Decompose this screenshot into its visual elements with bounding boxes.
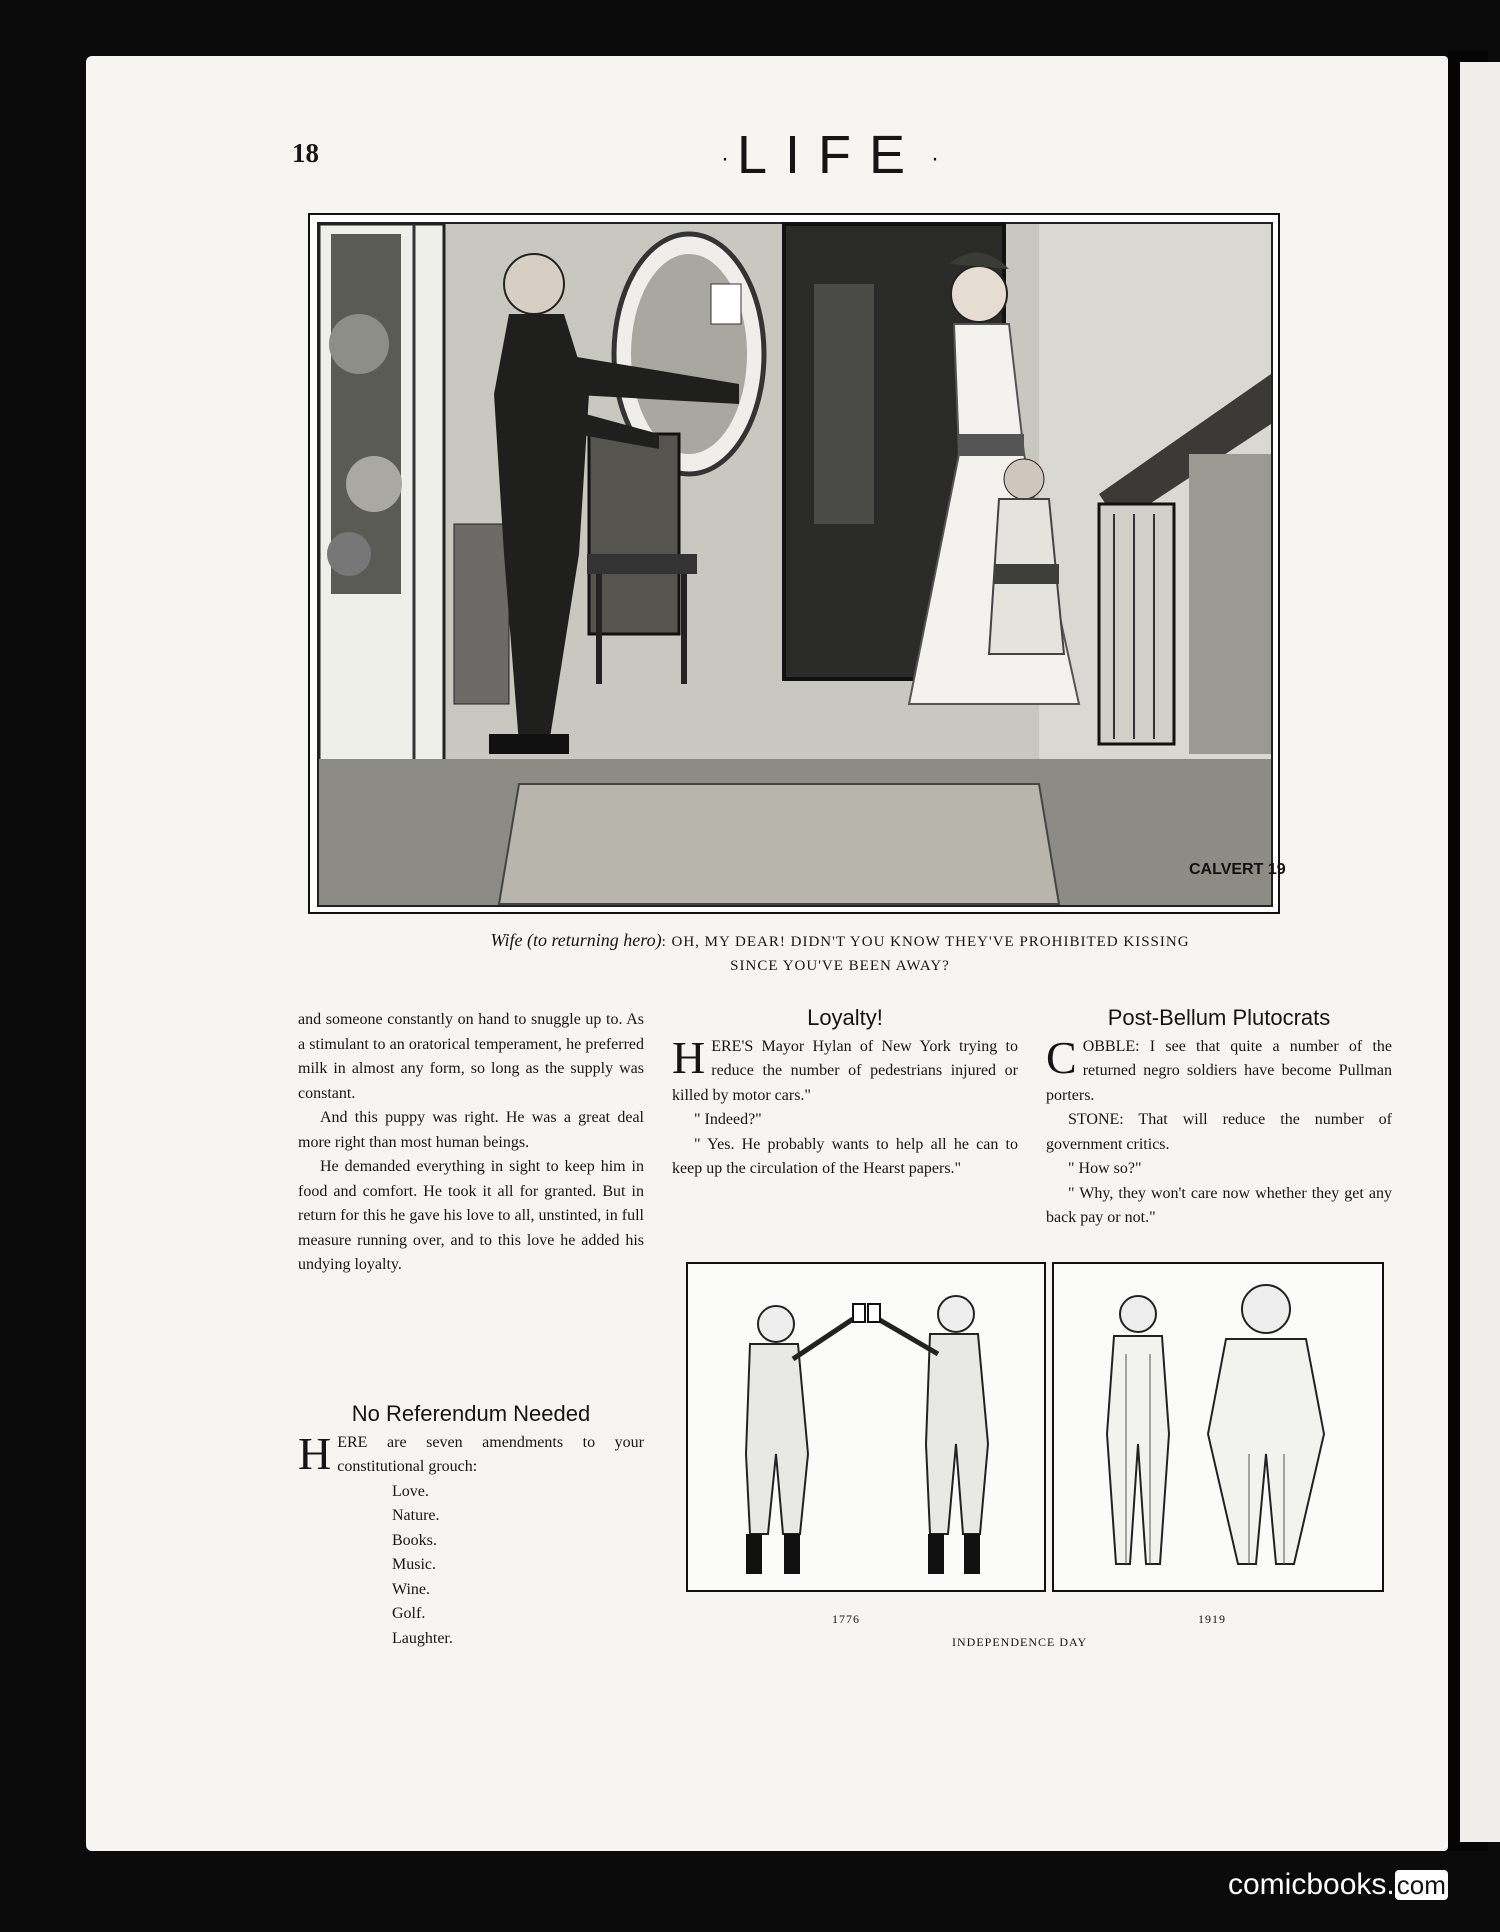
list-item: Golf. [392,1605,426,1622]
site-watermark [1228,1868,1448,1902]
loyalty-paragraph-3: " Yes. He probably wants to help all he can to keep up the circulation of the Hearst papers." [672,1135,1018,1177]
illustration-caption [400,928,1280,978]
referendum-drop-cap: H [298,1427,332,1479]
loyalty-heading: Loyalty! [807,1005,883,1030]
column-story-continued [298,1008,644,1278]
story-paragraph-2: And this puppy was right. He was a great deal more right than most human beings. [298,1109,644,1151]
list-item: Wine. [392,1580,431,1598]
loyalty-paragraph-2: " Indeed?" [694,1111,762,1128]
referendum-lead: ERE are seven amendments to your constitutional grouch: [337,1433,644,1475]
referendum-heading: No Referendum Needed [351,1401,591,1426]
toasting-patriots-drawing [688,1264,1044,1590]
plutocrats-heading: Post-Bellum Plutocrats [1107,1005,1331,1030]
masthead: · LIFE · [720,125,940,185]
returning-hero-drawing [319,224,1286,905]
article-loyalty [672,1006,1018,1182]
masthead-title: LIFE [736,125,924,185]
story-paragraph-3: He demanded everything in sight to keep him in food and comfort. He took it all for granted. But in return for this he gave his love to all, unstinted, in full measure running over, and to this love he added his undying loyalty. [298,1158,644,1273]
list-item: Books. [392,1531,437,1549]
cartoon-title: INDEPENDENCE DAY [952,1635,1088,1649]
list-item: Love. [392,1482,429,1500]
article-no-referendum [298,1402,644,1651]
article-post-bellum [1046,1006,1392,1231]
facing-page-edge [1460,62,1500,1842]
plutocrats-paragraph-4: " Why, they won't care now whether they get any back pay or not." [1046,1184,1392,1226]
plutocrats-drawing [1054,1264,1382,1590]
list-item: Nature. [392,1507,440,1524]
caption-line-2: SINCE YOU'VE BEEN AWAY? [730,958,950,974]
loyalty-paragraph-1: ERE'S Mayor Hylan of New York trying to reduce the number of pedestrians injured or killed by motor cars." [672,1037,1018,1104]
plutocrats-paragraph-2: STONE: That will reduce the number of government critics. [1046,1111,1392,1153]
plutocrats-paragraph-3: " How so?" [1068,1160,1142,1177]
cartoon-year-left: 1776 [832,1612,860,1626]
cartoon-1919 [1052,1262,1384,1592]
watermark-suffix: com [1396,1870,1446,1900]
cartoon-year-right: 1919 [1198,1612,1226,1626]
cartoon-1776 [686,1262,1046,1592]
caption-speaker: Wife (to returning hero) [490,930,662,950]
watermark-text: comicbooks. [1228,1868,1395,1901]
main-illustration [308,213,1286,914]
loyalty-drop-cap: H [672,1031,706,1083]
page-number: 18 [292,138,319,168]
amendments-list [392,1480,644,1652]
plutocrats-drop-cap: C [1046,1031,1077,1083]
artist-signature: CALVERT 19 [1189,861,1286,878]
list-item: Music. [392,1556,436,1573]
list-item: Laughter. [392,1629,453,1647]
plutocrats-paragraph-1: OBBLE: I see that quite a number of the returned negro soldiers have become Pullman porters. [1046,1037,1392,1104]
story-paragraph-1: and someone constantly on hand to snuggle up to. As a stimulant to an oratorical temperament, he preferred milk in almost any form, so long as the supply was constant. [298,1011,644,1102]
caption-line-1: : OH, MY DEAR! DIDN'T YOU KNOW THEY'VE PROHIBITED KISSING [661,934,1190,950]
